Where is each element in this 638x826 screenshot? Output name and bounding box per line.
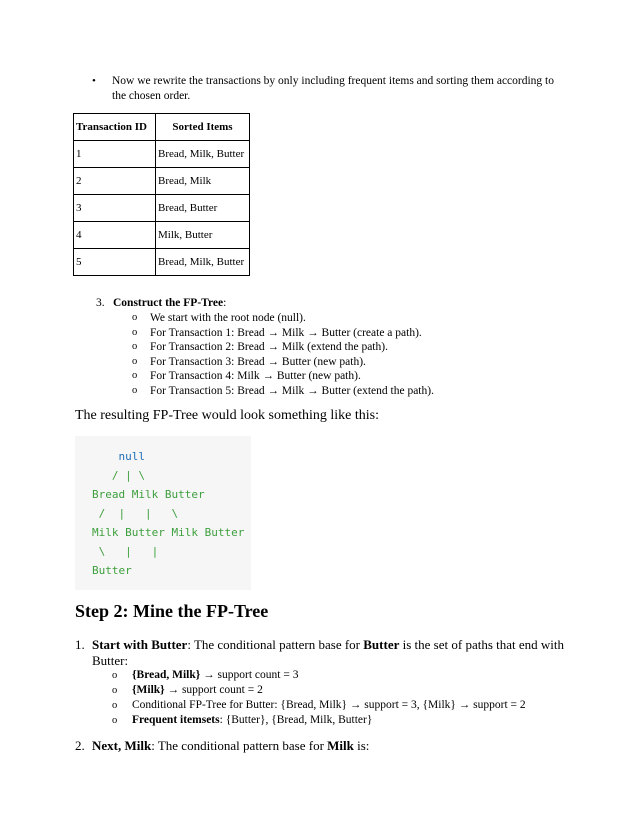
table-cell-items: Bread, Milk, Butter: [156, 141, 250, 168]
transactions-table: [73, 113, 250, 276]
list-item-text: For Transaction 1: Bread → Milk → Butter (create a path).: [150, 326, 422, 339]
list-item: [132, 326, 434, 341]
item-body: [92, 637, 575, 669]
item-number: 1.: [75, 637, 85, 652]
step2-item-2: [75, 738, 575, 754]
list-item-text: For Transaction 3: Bread → Butter (new path).: [150, 355, 366, 368]
list-item-text: For Transaction 5: Bread → Milk → Butter (extend the path).: [150, 384, 434, 397]
code-line: Milk Butter Milk Butter: [92, 526, 245, 539]
code-line: / | | \: [92, 507, 179, 520]
list-item-text: We start with the root node (null).: [150, 312, 306, 324]
table-row: [74, 195, 250, 222]
table-cell-id: 3: [74, 195, 156, 222]
table-cell-items: Bread, Milk, Butter: [156, 249, 250, 276]
item-text-a: : The conditional pattern base for: [151, 738, 328, 753]
item-lead: Next, Milk: [92, 738, 152, 753]
list-item: [132, 355, 434, 370]
list-item: [132, 311, 434, 326]
itemset-bold: {Milk}: [132, 684, 165, 696]
fp-tree-code-block: [75, 436, 251, 590]
code-line: / | \: [92, 469, 145, 482]
table-header-sorted-items: Sorted Items: [156, 114, 250, 141]
list-item: [112, 683, 526, 698]
step3-title: Construct the FP-Tree: [113, 297, 224, 309]
code-line: \ | |: [92, 545, 159, 558]
item-number: 2.: [75, 738, 85, 753]
table-row: [74, 222, 250, 249]
resulting-text: The resulting FP-Tree would look something like this:: [75, 408, 379, 423]
butter-sublist: [112, 668, 526, 728]
list-item: [112, 698, 526, 713]
step3-list: [132, 311, 434, 398]
table-cell-id: 2: [74, 168, 156, 195]
table-cell-id: 4: [74, 222, 156, 249]
list-item-text: For Transaction 4: Milk → Butter (new path).: [150, 370, 361, 382]
table-cell-items: Milk, Butter: [156, 222, 250, 249]
item-bold-word: Butter: [363, 637, 400, 652]
bullet-marker: •: [92, 75, 96, 87]
table-cell-items: Bread, Milk: [156, 168, 250, 195]
list-marker: o: [132, 384, 138, 396]
list-marker: o: [132, 370, 138, 381]
step2-heading: Step 2: Mine the FP-Tree: [75, 601, 269, 621]
list-item: [112, 668, 526, 683]
list-marker: o: [112, 685, 118, 696]
list-item: [132, 384, 434, 399]
step3-heading: [96, 296, 226, 311]
step3-number: 3.: [96, 297, 105, 309]
itemset-rest: → support count = 2: [164, 684, 263, 696]
step3-colon: :: [223, 297, 227, 309]
item-bold-word: Milk: [327, 738, 354, 753]
itemset-text: Conditional FP-Tree for Butter: {Bread, Milk} → support = 3, {Milk} → support = 2: [132, 699, 526, 711]
table-cell-items: Bread, Butter: [156, 195, 250, 222]
bullet-paragraph: [92, 74, 562, 104]
itemset-bold: {Bread, Milk}: [132, 669, 201, 681]
item-text-b: is:: [353, 738, 370, 753]
itemset-bold: Frequent itemsets: [132, 714, 220, 726]
code-line: Butter: [92, 564, 132, 577]
list-item: [132, 369, 434, 384]
list-item: [132, 340, 434, 355]
list-marker: o: [112, 670, 118, 681]
item-text-b: is the set of paths that end with Butter:: [92, 637, 565, 668]
list-marker: o: [112, 715, 118, 726]
list-marker: o: [132, 326, 138, 338]
list-marker: o: [112, 700, 118, 711]
itemset-rest: : {Butter}, {Bread, Milk, Butter}: [219, 714, 373, 726]
table-cell-id: 1: [74, 141, 156, 168]
item-body: [92, 738, 575, 754]
table-row: [74, 168, 250, 195]
itemset-rest: → support count = 3: [200, 669, 299, 681]
item-text-a: : The conditional pattern base for: [187, 637, 364, 652]
list-marker: o: [132, 341, 138, 352]
bullet-text: Now we rewrite the transactions by only including frequent items and sorting them according to the chosen order.: [112, 75, 554, 102]
list-item-text: For Transaction 2: Bread → Milk (extend the path).: [150, 341, 388, 353]
list-marker: o: [132, 355, 138, 367]
code-line: null: [92, 450, 145, 463]
table-header-transaction-id: Transaction ID: [74, 114, 156, 141]
table-row: [74, 141, 250, 168]
table-cell-id: 5: [74, 249, 156, 276]
table-header-row: [74, 114, 250, 141]
table-row: [74, 249, 250, 276]
step2-item-1: [75, 637, 575, 669]
list-item: [112, 713, 526, 728]
list-marker: o: [132, 312, 138, 323]
code-line: Bread Milk Butter: [92, 488, 205, 501]
item-lead: Start with Butter: [92, 637, 188, 652]
